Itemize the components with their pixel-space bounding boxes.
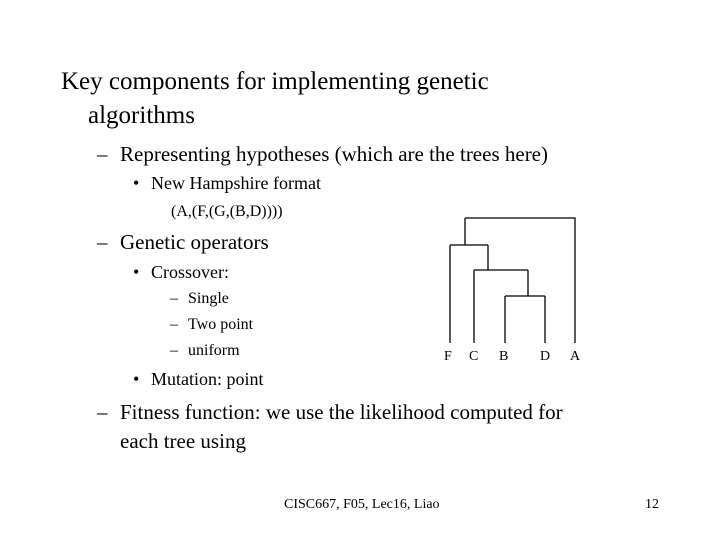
dash-bullet: –	[97, 230, 108, 254]
newick-example: (A,(F,(G,(B,D))))	[171, 203, 283, 220]
tree-root-branch	[465, 218, 575, 343]
dot-bullet: •	[133, 262, 140, 282]
dot-bullet: •	[133, 369, 140, 389]
tree-leaf-label: A	[570, 349, 581, 364]
tree-leaf-label: C	[469, 349, 479, 364]
tree-leaf-label: D	[540, 349, 551, 364]
dash-bullet: –	[170, 290, 178, 307]
mutation-label: Mutation: point	[151, 369, 264, 389]
crossover-uniform: uniform	[188, 342, 240, 359]
dash-bullet: –	[170, 342, 178, 359]
footer-course: CISC667, F05, Lec16, Liao	[284, 497, 440, 512]
page-number: 12	[645, 497, 659, 512]
item-fitness-function-line-2: each tree using	[120, 429, 246, 453]
dash-bullet: –	[97, 400, 108, 424]
crossover-two-point: Two point	[188, 316, 254, 333]
crossover-label: Crossover:	[151, 262, 229, 282]
item-fitness-function-line-1: Fitness function: we use the likelihood computed for	[120, 400, 563, 424]
tree-leaf-label: B	[499, 349, 509, 364]
dash-bullet: –	[170, 316, 178, 333]
new-hampshire-format: New Hampshire format	[151, 173, 321, 193]
heading-line-1: Key components for implementing genetic	[61, 68, 489, 95]
heading-line-2: algorithms	[88, 102, 195, 129]
dash-bullet: –	[97, 142, 108, 166]
item-representing-hypotheses: Representing hypotheses (which are the trees here)	[120, 142, 548, 166]
crossover-single: Single	[188, 290, 229, 307]
dot-bullet: •	[133, 173, 140, 193]
tree-leaf-label: F	[444, 349, 452, 364]
item-genetic-operators: Genetic operators	[120, 230, 269, 254]
